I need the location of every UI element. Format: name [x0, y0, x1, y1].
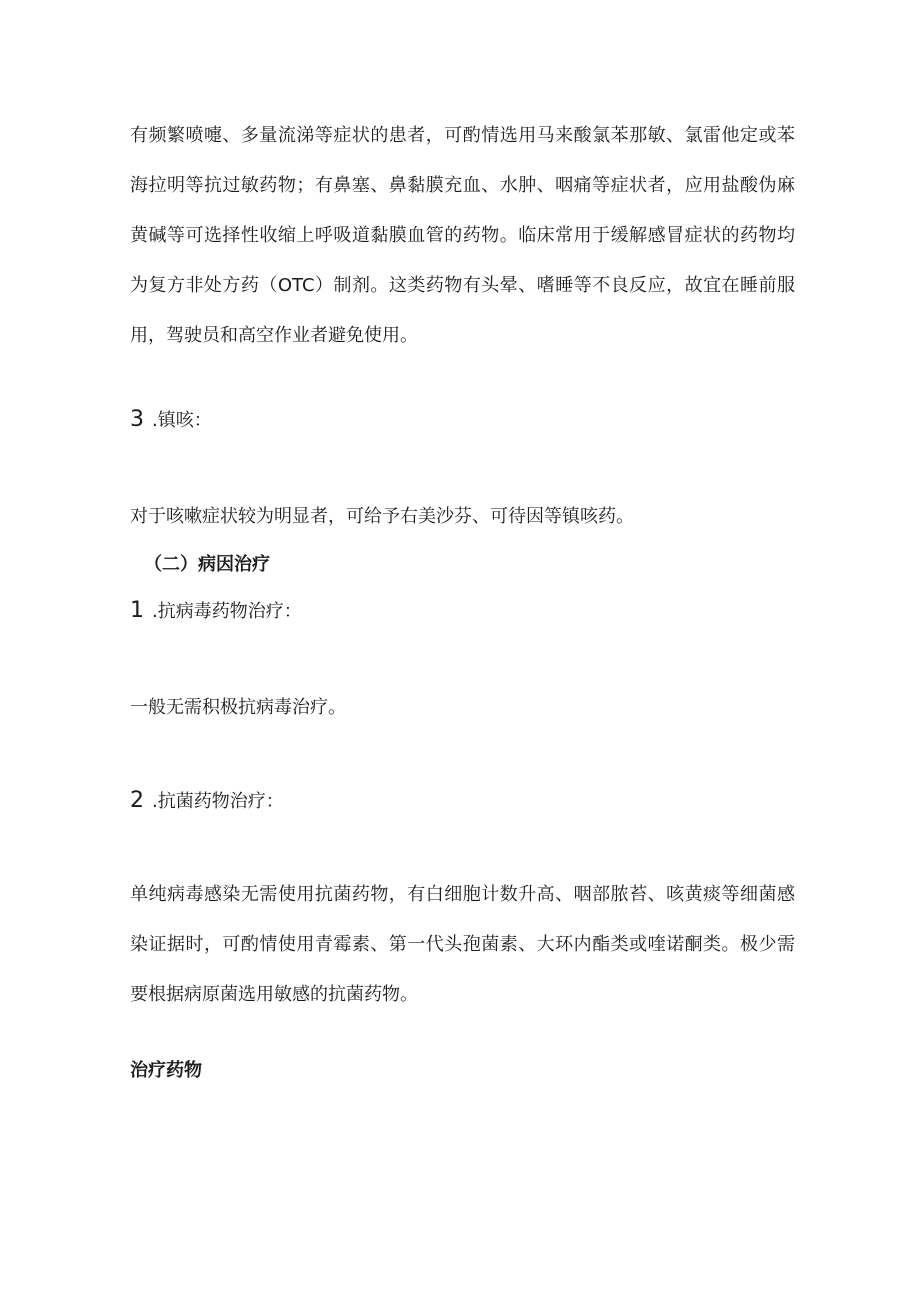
heading-etiological-treatment	[144, 551, 809, 579]
paragraph-cough	[130, 503, 795, 531]
heading-number: 2	[130, 788, 144, 813]
paragraph-text: 单纯病毒感染无需使用抗菌药物，有白细胞计数升高、咽部脓苔、咳黄痰等细菌感染证据时，可酌情使用青霉素、第一代头孢菌素、大环内酯类或喹诺酮类。极少需要根据病原菌选用敏感的抗菌药物。	[130, 884, 795, 1005]
heading-antiviral	[130, 597, 795, 626]
heading-cough-suppression	[130, 406, 795, 435]
heading-number: 3	[130, 407, 144, 432]
paragraph-text: 一般无需积极抗病毒治疗。	[130, 697, 346, 718]
heading-title: （二）病因治疗	[144, 554, 270, 575]
heading-title: .抗菌药物治疗：	[152, 791, 284, 812]
paragraph-text: 有频繁喷嚏、多量流涕等症状的患者，可酌情选用马来酸氯苯那敏、氯雷他定或苯海拉明等抗过敏药物；有鼻塞、鼻黏膜充血、水肿、咽痛等症状者，应用盐酸伪麻黄碱等可选择性收缩上呼吸道黏膜血管的药物。临床常用于缓解感冒症状的药物均为复方非处方药（OTC）制剂。这类药物有头晕、嗜睡等不良反应，故宜在睡前服用，驾驶员和高空作业者避免使用。	[130, 125, 795, 346]
heading-title: 治疗药物	[130, 1060, 202, 1081]
heading-treatment-drugs	[130, 1057, 795, 1085]
paragraph-antiviral	[130, 694, 795, 722]
paragraph-symptom-relief	[130, 111, 795, 361]
paragraph-text: 对于咳嗽症状较为明显者，可给予右美沙芬、可待因等镇咳药。	[130, 506, 634, 527]
heading-title: .镇咳：	[152, 410, 212, 431]
heading-antibacterial	[130, 787, 795, 816]
heading-number: 1	[130, 598, 144, 623]
paragraph-antibacterial	[130, 870, 795, 1020]
heading-title: .抗病毒药物治疗：	[152, 601, 302, 622]
